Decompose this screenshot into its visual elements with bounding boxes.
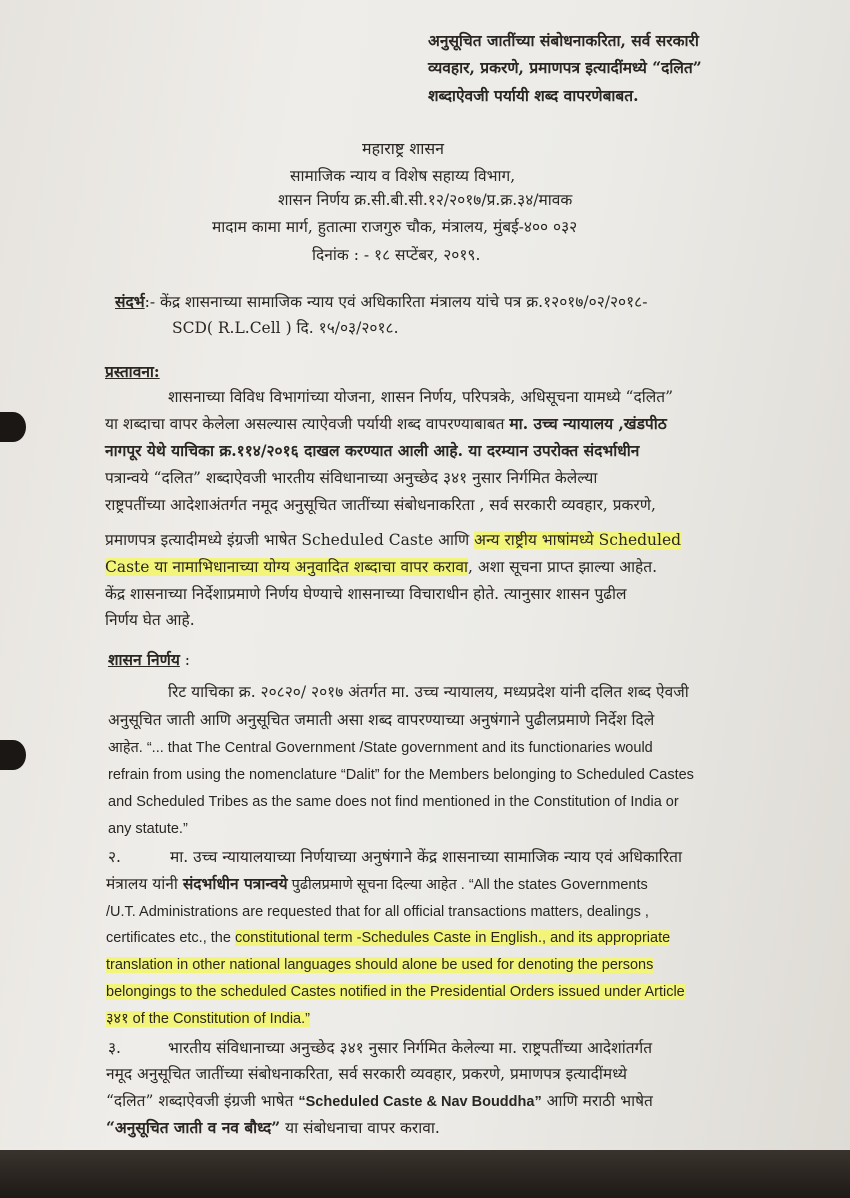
preamble-line: शासनाच्या विविध विभागांच्या योजना, शासन निर्णय, परिपत्रके, अधिसूचना यामध्ये “दलित” [168,388,673,406]
reference-line: SCD( R.L.Cell ) दि. १५/०३/२०१८. [172,319,399,337]
address: मादाम कामा मार्ग, हुतात्मा राजगुरु चौक, मंत्रालय, मुंबई-४०० ०३२ [212,218,578,236]
decision-line: refrain from using the nomenclature “Dalit” for the Members belonging to Scheduled Castes [108,767,694,783]
decision-line: आहेत. “... that The Central Government /State government and its functionaries would [108,740,653,756]
preamble-line: Caste या नामाभिधानाच्या योग्य अनुवादित शब्दाचा वापर करावा, अशा सूचना प्राप्त झाल्या आहेत. [105,558,658,576]
preamble-line: निर्णय घेत आहे. [105,611,195,629]
highlighted-text: belongings to the scheduled Castes notified in the Presidential Orders issued under Article [106,984,685,1000]
document-date: दिनांक : - १८ सप्टेंबर, २०१९. [312,246,481,264]
punch-hole [0,740,26,770]
preamble-line: राष्ट्रपतींच्या आदेशाअंतर्गत नमूद अनुसूचित जातींच्या संबोधनाकरिता , सर्व सरकारी व्यवहार, प्रकरणे, [105,496,656,514]
reference-line: संदर्भ:- केंद्र शासनाच्या सामाजिक न्याय एवं अधिकारिता मंत्रालय यांचे पत्र क्र.१२०१७/०२/२०१८- [115,292,648,311]
highlighted-text: अन्य राष्ट्रीय भाषांमध्ये Scheduled [474,531,682,549]
government-name: महाराष्ट्र शासन [362,139,445,158]
preamble-line: या शब्दाचा वापर केलेला असल्यास त्याऐवजी पर्यायी शब्द वापरण्याबाबत मा. उच्च न्यायालय ,खंडपीठ [105,414,667,433]
decision-line [106,1008,310,1030]
decision-line: नमूद अनुसूचित जातींच्या संबोधनाकरिता, सर्व सरकारी व्यवहार, प्रकरणे, प्रमाणपत्र इत्यादींमध्ये [106,1065,628,1083]
paragraph-number: २. [108,848,121,866]
decision-line: /U.T. Administrations are requested that for all official transactions matters, dealings , [106,904,649,920]
subject-line: शब्दाऐवजी पर्यायी शब्द वापरणेबाबत. [428,86,639,105]
preamble-line: नागपूर येथे याचिका क्र.११४/२०१६ दाखल करण्यात आली आहे. या दरम्यान उपरोक्त संदर्भाधीन [105,441,640,460]
department-name: सामाजिक न्याय व विशेष सहाय्य विभाग, [290,167,516,185]
highlighted-text: Caste या नामाभिधानाच्या योग्य अनुवादित शब्दाचा वापर करावा [105,558,469,576]
punch-hole [0,412,26,442]
gr-number: शासन निर्णय क्र.सी.बी.सी.१२/२०१७/प्र.क्र.३४/मावक [278,191,573,209]
subject-line: अनुसूचित जातींच्या संबोधनाकरिता, सर्व सरकारी [428,31,699,50]
preamble-line: केंद्र शासनाच्या निर्देशाप्रमाणे निर्णय घेण्याचे शासनाच्या विचाराधीन होते. त्यानुसार शासन पुढील [105,585,627,603]
table-background [0,1150,850,1198]
paragraph-number: ३. [108,1039,121,1057]
highlighted-text: ३४१ of the Constitution of India.” [106,1011,310,1027]
decision-line [106,954,653,976]
decision-line: and Scheduled Tribes as the same does not find mentioned in the Constitution of India or [108,794,679,810]
decision-line: मा. उच्च न्यायालयाच्या निर्णयाच्या अनुषंगाने केंद्र शासनाच्या सामाजिक न्याय एवं अधिकारिता [170,848,683,866]
decision-line: any statute.” [108,821,188,837]
decision-line: certificates etc., the constitutional term -Schedules Caste in English., and its appropriate [106,930,671,946]
subject-line: व्यवहार, प्रकरणे, प्रमाणपत्र इत्यादींमध्ये “दलित” [428,58,702,77]
decision-line: “दलित” शब्दाऐवजी इंग्रजी भाषेत “Scheduled Caste & Nav Bouddha” आणि मराठी भाषेत [106,1092,653,1110]
preamble-heading: प्रस्तावना: [105,362,160,381]
highlighted-text: translation in other national languages should alone be used for denoting the persons [106,957,654,973]
decision-line: अनुसूचित जाती आणि अनुसूचित जमाती असा शब्द वापरण्याच्या अनुषंगाने पुढीलप्रमाणे निर्देश दिले [108,711,655,729]
decision-line [106,981,685,1003]
preamble-line: पत्रान्वये “दलित” शब्दाऐवजी भारतीय संविधानाच्या अनुच्छेद ३४१ नुसार निर्गमित केलेल्या [105,469,598,487]
decision-line: रिट याचिका क्र. २०८२०/ २०१७ अंतर्गत मा. उच्च न्यायालय, मध्यप्रदेश यांनी दलित शब्द ऐवजी [168,683,689,701]
decision-heading: शासन निर्णय : [108,650,191,669]
highlighted-text: constitutional term -Schedules Caste in English., and its appropriate [234,930,671,946]
reference-label: संदर्भ [115,292,145,311]
decision-line: “अनुसूचित जाती व नव बौध्द” या संबोधनाचा वापर करावा. [106,1118,440,1137]
preamble-line: प्रमाणपत्र इत्यादीमध्ये इंग्रजी भाषेत Scheduled Caste आणि अन्य राष्ट्रीय भाषांमध्ये Scheduled [105,531,682,549]
decision-line: मंत्रालय यांनी संदर्भाधीन पत्रान्वये पुढीलप्रमाणे सूचना दिल्या आहेत . “All the states Governments [106,874,648,893]
decision-line: भारतीय संविधानाच्या अनुच्छेद ३४१ नुसार निर्गमित केलेल्या मा. राष्ट्रपतींच्या आदेशांतर्गत [168,1039,653,1057]
